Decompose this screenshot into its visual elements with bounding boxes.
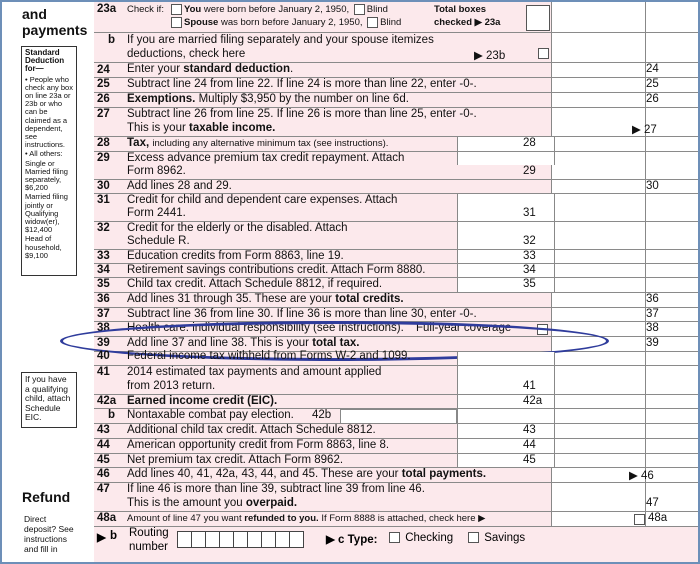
you-blind-checkbox[interactable] [354, 4, 365, 15]
line-35 [94, 278, 698, 293]
line-number: 43 [97, 424, 110, 436]
routing-label: number [129, 541, 168, 553]
line-number: 25 [97, 78, 110, 90]
line-text: Form 8962. [127, 165, 186, 177]
standard-deduction-box [21, 46, 77, 276]
line-ref: 25 [646, 78, 659, 90]
line-number: 29 [97, 152, 110, 164]
checking-checkbox[interactable] [389, 532, 400, 543]
checked-label: checked ▶ 23a [434, 17, 501, 28]
line-number: 23a [97, 3, 117, 15]
line-31 [94, 194, 698, 222]
line-ref: 43 [523, 424, 536, 436]
line-42b [94, 409, 698, 424]
line-number: 44 [97, 439, 110, 451]
std-item: • All others: [25, 149, 63, 159]
std-item: Head of household, $9,100 [25, 234, 62, 260]
line-44 [94, 439, 698, 454]
line-number: 28 [97, 137, 110, 149]
line-number: 30 [97, 180, 110, 192]
line-23a [94, 2, 698, 33]
line-text: Additional child tax credit. Attach Schedule 8812. [127, 424, 376, 436]
total-boxes-input[interactable] [526, 5, 550, 31]
line-48b: ▶ b Routing number ▶ c Type: Checking Savings [94, 527, 698, 562]
std-item: Married filing jointly or Qualifying widow(er), $12,400 [25, 192, 68, 235]
line-ref: 41 [523, 380, 536, 392]
savings-checkbox[interactable] [468, 532, 479, 543]
line-text: Earned income credit (EIC). [127, 395, 278, 407]
line-ref: 34 [523, 264, 536, 276]
line-text: Health care: individual responsibility (see instructions). [127, 322, 404, 334]
line-27: 27 Subtract line 26 from line 25. If line 26 is more than line 25, enter -0-. This is your taxable income. ▶ 27 [94, 108, 698, 137]
line-ref: 47 [646, 497, 659, 509]
line-46: 46 Add lines 40, 41, 42a, 43, 44, and 45. These are your total payments. ▶ 46 [94, 468, 698, 483]
section-heading-payments: payments [22, 22, 88, 38]
line-ref: 24 [646, 63, 659, 75]
line-text: Education credits from Form 8863, line 19. [127, 250, 344, 262]
line-number: 45 [97, 454, 110, 466]
qualifying-child-box: If you have a qualifying child, attach Schedule EIC. [21, 372, 77, 428]
line-number: 41 [97, 366, 110, 378]
line-number: 37 [97, 308, 110, 320]
line-34 [94, 264, 698, 278]
line-24: 24 Enter your standard deduction. 24 [94, 63, 698, 78]
line-text: Nontaxable combat pay election. [127, 409, 294, 421]
line-text: Form 2441. [127, 207, 186, 219]
line-ref: 31 [523, 207, 536, 219]
line-text: Credit for child and dependent care expenses. Attach [127, 194, 398, 206]
line-25 [94, 78, 698, 93]
line-ref: ▶ 23b [474, 50, 506, 62]
line-number: 38 [97, 322, 110, 334]
line-29 [94, 152, 698, 180]
you-checkbox[interactable] [171, 4, 182, 15]
line-text: deductions, check here [127, 48, 246, 60]
line-text: If you are married filing separately and your spouse itemizes [127, 34, 434, 46]
line-ref: 36 [646, 293, 659, 305]
line-text: Child tax credit. Attach Schedule 8812, if required. [127, 278, 383, 290]
line-33 [94, 250, 698, 264]
line-text: Subtract line 36 from line 30. If line 36 is more than line 30, enter -0-. [127, 308, 477, 320]
line-number: 35 [97, 278, 110, 290]
left-column [2, 2, 94, 562]
line-ref: 28 [523, 137, 536, 149]
line-text: 2014 estimated tax payments and amount applied [127, 366, 382, 378]
line-number: 42a [97, 395, 117, 407]
line-number: b [108, 34, 116, 46]
line-48a: 48a Amount of line 47 you want refunded to you. If Form 8888 is attached, check here ▶ 48a [94, 512, 698, 527]
line-text: Net premium tax credit. Attach Form 8962. [127, 454, 344, 466]
line-text: Subtract line 26 from line 25. If line 26 is more than line 25, enter -0-. [127, 108, 477, 120]
line-ref: 35 [523, 278, 536, 290]
line-number: b [110, 530, 118, 542]
line-43 [94, 424, 698, 439]
line-number: 47 [97, 483, 110, 495]
routing-number-input[interactable] [177, 531, 303, 553]
line-ref: 26 [646, 93, 659, 105]
line-number: 26 [97, 93, 110, 105]
tax-form-1040a [2, 2, 698, 562]
line-42a [94, 395, 698, 409]
spouse-born-checkbox-row: Spouse was born before January 2, 1950, Blind [169, 17, 401, 28]
line-number: 27 [97, 108, 110, 120]
line-ref: 42a [523, 395, 543, 407]
full-year-coverage-label: Full-year coverage [416, 322, 512, 334]
line-number: 31 [97, 194, 110, 206]
line-number: 33 [97, 250, 110, 262]
line-number: 46 [97, 468, 110, 480]
line-41 [94, 366, 698, 395]
line-28: 28 Tax, including any alternative minimum tax (see instructions). 28 [94, 137, 698, 152]
spouse-checkbox[interactable] [171, 17, 182, 28]
check-label: Check if: [127, 4, 164, 15]
standard-deduction-title: Standard Deduction for— [25, 48, 65, 74]
form-8888-checkbox[interactable] [634, 514, 645, 525]
line-ref: 33 [523, 250, 536, 262]
line-text: Retirement savings contributions credit. Attach Form 8880. [127, 264, 426, 276]
routing-label: Routing [129, 527, 169, 539]
line-ref: 39 [646, 337, 659, 349]
line-ref: ▶ 46 [629, 470, 654, 482]
line-47: 47 If line 46 is more than line 39, subtract line 39 from line 46. This is the amount you overpaid. 47 [94, 483, 698, 512]
line-text: Subtract line 24 from line 22. If line 24 is more than line 22, enter -0-. [127, 78, 477, 90]
line-23b [94, 33, 698, 63]
line-text: Federal income tax withheld from Forms W-2 and 1099. [127, 350, 411, 362]
std-item: • People who check any box on line 23a or 23b or who can be claimed as a dependent, see instructions. [25, 74, 73, 150]
line-number: 34 [97, 264, 110, 276]
line-45 [94, 454, 698, 468]
line-ref: 42b [312, 409, 332, 421]
line-text: Excess advance premium tax credit repayment. Attach [127, 152, 405, 164]
line-text: If line 46 is more than line 39, subtract line 39 from line 46. [127, 483, 425, 495]
line-ref: 37 [646, 308, 659, 320]
line-ref: 32 [523, 235, 536, 247]
line-ref: 44 [523, 439, 536, 451]
line-37 [94, 308, 698, 322]
line-ref: 30 [646, 180, 659, 192]
std-item: Single or Married filing separately, $6,200 [25, 158, 68, 193]
line-30 [94, 180, 698, 194]
spouse-blind-checkbox[interactable] [367, 17, 378, 28]
line-text: Credit for the elderly or the disabled. Attach [127, 222, 348, 234]
line-number: 24 [97, 64, 110, 76]
line-text: American opportunity credit from Form 8863, line 8. [127, 439, 390, 451]
line-ref: 38 [646, 322, 659, 334]
line-number: 39 [97, 337, 110, 349]
line-ref: ▶ 27 [632, 124, 657, 136]
line-32 [94, 222, 698, 250]
line-number: 48a [97, 512, 117, 524]
combat-pay-input[interactable] [340, 409, 457, 424]
line-text: from 2013 return. [127, 380, 216, 392]
line-39: 39 Add line 37 and line 38. This is your total tax. 39 [94, 337, 698, 352]
section-heading-and: and [22, 6, 47, 22]
line-text: Add lines 28 and 29. [127, 180, 232, 192]
line-number: 40 [97, 350, 110, 362]
spouse-itemizes-checkbox[interactable] [538, 48, 549, 59]
line-36: 36 Add lines 31 through 35. These are your total credits. 36 [94, 293, 698, 308]
line-text: Schedule R. [127, 235, 190, 247]
you-born-checkbox-row: You were born before January 2, 1950, Blind [169, 4, 388, 15]
line-number: 32 [97, 222, 110, 234]
line-ref: 48a [648, 512, 668, 524]
line-number: 36 [97, 293, 110, 305]
line-number: b [108, 409, 116, 421]
line-40 [94, 352, 698, 366]
account-type-label: ▶ c Type: [326, 534, 378, 546]
direct-deposit-note: Direct deposit? See instructions and fill in [24, 514, 74, 554]
line-ref: 29 [523, 165, 536, 177]
total-boxes-label: Total boxes [434, 4, 487, 15]
line-ref: 45 [523, 454, 536, 466]
line-26: 26 Exemptions. Multiply $3,950 by the number on line 6d. 26 [94, 93, 698, 108]
refund-heading: Refund [22, 489, 71, 505]
